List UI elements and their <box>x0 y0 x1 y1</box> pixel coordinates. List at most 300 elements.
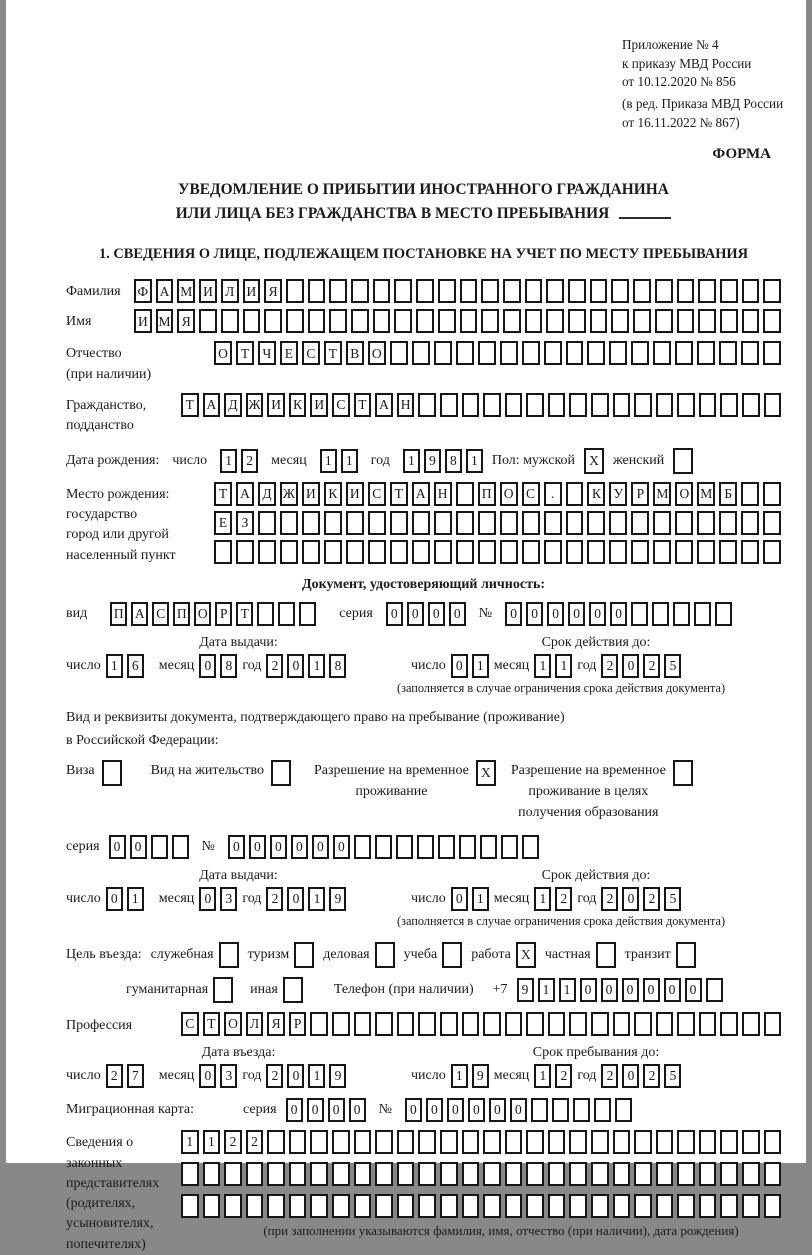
form-cell[interactable] <box>246 1162 264 1186</box>
form-cell[interactable] <box>566 540 584 564</box>
form-cell[interactable]: К <box>324 482 342 506</box>
form-cell[interactable]: 0 <box>312 835 329 859</box>
form-cell[interactable] <box>368 511 386 535</box>
form-cell[interactable] <box>375 942 395 968</box>
form-cell[interactable]: 0 <box>199 654 216 678</box>
form-cell[interactable]: 1 <box>127 887 144 911</box>
form-cell[interactable] <box>673 602 690 626</box>
form-cell[interactable] <box>267 1162 285 1186</box>
form-cell[interactable]: Е <box>214 511 232 535</box>
form-cell[interactable] <box>742 279 760 303</box>
form-cell[interactable] <box>525 279 543 303</box>
form-cell[interactable]: П <box>110 602 127 626</box>
form-cell[interactable] <box>613 1012 631 1036</box>
form-cell[interactable]: 1 <box>308 1064 325 1088</box>
form-cell[interactable] <box>611 309 629 333</box>
form-cell[interactable]: 1 <box>341 449 358 473</box>
form-cell[interactable] <box>396 835 413 859</box>
form-cell[interactable] <box>569 1162 587 1186</box>
form-cell[interactable] <box>236 540 254 564</box>
form-cell[interactable] <box>440 393 458 417</box>
form-cell[interactable] <box>677 309 695 333</box>
form-cell[interactable] <box>459 835 476 859</box>
form-cell[interactable] <box>569 1130 587 1154</box>
form-cell[interactable] <box>613 1162 631 1186</box>
form-cell[interactable] <box>368 540 386 564</box>
form-cell[interactable]: 1 <box>472 654 489 678</box>
form-cell[interactable] <box>462 1130 480 1154</box>
form-cell[interactable] <box>591 1012 609 1036</box>
form-cell[interactable] <box>742 1012 760 1036</box>
form-cell[interactable] <box>417 835 434 859</box>
form-cell[interactable]: 0 <box>328 1098 345 1122</box>
form-cell[interactable]: 0 <box>505 602 522 626</box>
form-cell[interactable]: 1 <box>466 449 483 473</box>
form-cell[interactable] <box>505 1162 523 1186</box>
form-cell[interactable] <box>720 279 738 303</box>
form-cell[interactable] <box>720 393 738 417</box>
form-cell[interactable]: И <box>267 393 285 417</box>
form-cell[interactable] <box>526 1162 544 1186</box>
form-cell[interactable] <box>373 279 391 303</box>
form-cell[interactable]: 0 <box>407 602 424 626</box>
form-cell[interactable]: Т <box>390 482 408 506</box>
form-cell[interactable] <box>308 279 326 303</box>
form-cell[interactable]: 5 <box>664 887 681 911</box>
form-cell[interactable]: В <box>346 341 364 365</box>
form-cell[interactable]: 0 <box>510 1098 527 1122</box>
form-cell[interactable] <box>697 511 715 535</box>
form-cell[interactable] <box>569 1012 587 1036</box>
form-cell[interactable] <box>677 393 695 417</box>
form-cell[interactable] <box>329 279 347 303</box>
form-cell[interactable] <box>631 540 649 564</box>
form-cell[interactable]: Т <box>203 1012 221 1036</box>
form-cell[interactable]: 0 <box>307 1098 324 1122</box>
form-cell[interactable] <box>699 1012 717 1036</box>
form-cell[interactable]: 0 <box>622 654 639 678</box>
form-cell[interactable]: 2 <box>601 654 618 678</box>
form-cell[interactable]: 0 <box>643 978 660 1002</box>
form-cell[interactable] <box>267 1194 285 1218</box>
form-cell[interactable] <box>434 540 452 564</box>
form-cell[interactable] <box>544 511 562 535</box>
form-cell[interactable] <box>764 393 782 417</box>
form-cell[interactable] <box>460 279 478 303</box>
form-cell[interactable] <box>440 1130 458 1154</box>
form-cell[interactable]: А <box>375 393 393 417</box>
form-cell[interactable] <box>280 540 298 564</box>
form-cell[interactable] <box>434 341 452 365</box>
form-cell[interactable] <box>525 309 543 333</box>
form-cell[interactable] <box>656 393 674 417</box>
form-cell[interactable] <box>483 1012 501 1036</box>
form-cell[interactable] <box>375 835 392 859</box>
form-cell[interactable] <box>440 1194 458 1218</box>
form-cell[interactable]: Т <box>181 393 199 417</box>
form-cell[interactable] <box>246 1194 264 1218</box>
form-cell[interactable] <box>719 511 737 535</box>
form-cell[interactable]: П <box>478 482 496 506</box>
form-cell[interactable]: 0 <box>287 654 304 678</box>
form-cell[interactable]: 0 <box>130 835 147 859</box>
form-cell[interactable] <box>394 309 412 333</box>
form-cell[interactable]: 1 <box>534 887 551 911</box>
form-cell[interactable] <box>613 393 631 417</box>
form-cell[interactable] <box>299 602 316 626</box>
form-cell[interactable]: А <box>131 602 148 626</box>
form-cell[interactable]: 8 <box>445 449 462 473</box>
form-cell[interactable] <box>587 540 605 564</box>
form-cell[interactable]: 2 <box>643 1064 660 1088</box>
form-cell[interactable]: О <box>675 482 693 506</box>
form-cell[interactable]: С <box>368 482 386 506</box>
form-cell[interactable] <box>505 1194 523 1218</box>
form-cell[interactable]: 0 <box>287 1064 304 1088</box>
form-cell[interactable] <box>258 511 276 535</box>
form-cell[interactable]: 1 <box>555 654 572 678</box>
form-cell[interactable] <box>699 393 717 417</box>
form-cell[interactable] <box>302 540 320 564</box>
form-cell[interactable] <box>591 393 609 417</box>
form-cell[interactable] <box>673 760 693 786</box>
form-cell[interactable]: А <box>236 482 254 506</box>
form-cell[interactable]: 0 <box>580 978 597 1002</box>
form-cell[interactable] <box>203 1194 221 1218</box>
form-cell[interactable] <box>354 1012 372 1036</box>
form-cell[interactable] <box>172 835 189 859</box>
form-cell[interactable] <box>699 1162 717 1186</box>
form-cell[interactable] <box>390 511 408 535</box>
form-cell[interactable] <box>699 1194 717 1218</box>
form-cell[interactable] <box>548 393 566 417</box>
form-cell[interactable]: 5 <box>664 654 681 678</box>
form-cell[interactable]: 9 <box>517 978 534 1002</box>
form-cell[interactable] <box>283 977 303 1003</box>
form-cell[interactable] <box>697 540 715 564</box>
form-cell[interactable]: 0 <box>109 835 126 859</box>
form-cell[interactable]: 0 <box>468 1098 485 1122</box>
form-cell[interactable]: И <box>310 393 328 417</box>
form-cell[interactable] <box>631 511 649 535</box>
form-cell[interactable] <box>460 309 478 333</box>
form-cell[interactable] <box>656 1194 674 1218</box>
form-cell[interactable]: . <box>544 482 562 506</box>
form-cell[interactable] <box>456 511 474 535</box>
form-cell[interactable] <box>390 540 408 564</box>
form-cell[interactable] <box>267 1130 285 1154</box>
form-cell[interactable] <box>741 540 759 564</box>
form-cell[interactable]: 0 <box>622 887 639 911</box>
form-cell[interactable] <box>416 279 434 303</box>
form-cell[interactable] <box>294 942 314 968</box>
form-cell[interactable] <box>257 602 274 626</box>
form-cell[interactable]: Е <box>280 341 298 365</box>
form-cell[interactable] <box>416 309 434 333</box>
form-cell[interactable]: А <box>156 279 174 303</box>
form-cell[interactable] <box>546 279 564 303</box>
form-cell[interactable] <box>633 279 651 303</box>
form-cell[interactable] <box>308 309 326 333</box>
form-cell[interactable]: 2 <box>106 1064 123 1088</box>
form-cell[interactable] <box>503 279 521 303</box>
form-cell[interactable] <box>568 309 586 333</box>
form-cell[interactable]: У <box>609 482 627 506</box>
form-cell[interactable]: 1 <box>203 1130 221 1154</box>
form-cell[interactable] <box>634 1130 652 1154</box>
form-cell[interactable] <box>698 309 716 333</box>
form-cell[interactable]: 0 <box>106 887 123 911</box>
form-cell[interactable] <box>480 835 497 859</box>
form-cell[interactable] <box>594 1098 611 1122</box>
form-cell[interactable] <box>522 540 540 564</box>
form-cell[interactable] <box>548 1194 566 1218</box>
form-cell[interactable]: С <box>332 393 350 417</box>
form-cell[interactable] <box>613 1194 631 1218</box>
form-cell[interactable]: 0 <box>451 654 468 678</box>
form-cell[interactable] <box>587 511 605 535</box>
form-cell[interactable] <box>677 1130 695 1154</box>
form-cell[interactable]: 1 <box>308 654 325 678</box>
form-cell[interactable] <box>462 393 480 417</box>
form-cell[interactable] <box>102 760 122 786</box>
form-cell[interactable] <box>214 540 232 564</box>
form-cell[interactable] <box>548 1130 566 1154</box>
form-cell[interactable]: О <box>224 1012 242 1036</box>
form-cell[interactable]: Н <box>397 393 415 417</box>
form-cell[interactable] <box>481 279 499 303</box>
form-cell[interactable] <box>591 1130 609 1154</box>
form-cell[interactable]: 2 <box>266 1064 283 1088</box>
form-cell[interactable]: Л <box>221 279 239 303</box>
form-cell[interactable] <box>375 1194 393 1218</box>
form-cell[interactable] <box>456 341 474 365</box>
form-cell[interactable] <box>332 1012 350 1036</box>
form-cell[interactable] <box>656 1130 674 1154</box>
form-cell[interactable] <box>631 341 649 365</box>
form-cell[interactable] <box>478 540 496 564</box>
form-cell[interactable] <box>151 835 168 859</box>
form-cell[interactable]: 2 <box>246 1130 264 1154</box>
form-cell[interactable] <box>566 482 584 506</box>
form-cell[interactable] <box>655 279 673 303</box>
form-cell[interactable] <box>742 309 760 333</box>
form-cell[interactable] <box>505 1012 523 1036</box>
form-cell[interactable] <box>221 309 239 333</box>
form-cell[interactable] <box>418 1012 436 1036</box>
form-cell[interactable]: Т <box>214 482 232 506</box>
form-cell[interactable] <box>653 511 671 535</box>
form-cell[interactable] <box>500 540 518 564</box>
form-cell[interactable]: 2 <box>555 887 572 911</box>
form-cell[interactable]: 1 <box>308 887 325 911</box>
form-cell[interactable] <box>332 1194 350 1218</box>
form-cell[interactable]: 0 <box>428 602 445 626</box>
form-cell[interactable]: Д <box>224 393 242 417</box>
form-cell[interactable] <box>546 309 564 333</box>
form-cell[interactable]: 0 <box>601 978 618 1002</box>
form-cell[interactable] <box>354 1130 372 1154</box>
form-cell[interactable]: К <box>289 393 307 417</box>
form-cell[interactable] <box>634 393 652 417</box>
form-cell[interactable] <box>764 1130 782 1154</box>
form-cell[interactable]: С <box>522 482 540 506</box>
form-cell[interactable]: X <box>584 448 604 474</box>
form-cell[interactable] <box>699 1130 717 1154</box>
form-cell[interactable] <box>258 540 276 564</box>
form-cell[interactable] <box>544 341 562 365</box>
form-cell[interactable]: И <box>243 279 261 303</box>
form-cell[interactable] <box>631 602 648 626</box>
form-cell[interactable]: 1 <box>534 654 551 678</box>
form-cell[interactable]: Т <box>324 341 342 365</box>
form-cell[interactable]: 1 <box>403 449 420 473</box>
form-cell[interactable] <box>677 1162 695 1186</box>
form-cell[interactable]: Т <box>236 602 253 626</box>
form-cell[interactable] <box>462 1012 480 1036</box>
form-cell[interactable] <box>652 602 669 626</box>
form-cell[interactable]: 2 <box>555 1064 572 1088</box>
form-cell[interactable] <box>500 511 518 535</box>
form-cell[interactable] <box>500 341 518 365</box>
form-cell[interactable] <box>440 1162 458 1186</box>
form-cell[interactable]: Д <box>258 482 276 506</box>
form-cell[interactable] <box>412 341 430 365</box>
form-cell[interactable]: Р <box>631 482 649 506</box>
form-cell[interactable] <box>656 1162 674 1186</box>
form-cell[interactable]: 9 <box>472 1064 489 1088</box>
form-cell[interactable] <box>522 511 540 535</box>
form-cell[interactable] <box>526 1194 544 1218</box>
form-cell[interactable] <box>481 309 499 333</box>
form-cell[interactable] <box>611 279 629 303</box>
form-cell[interactable] <box>566 341 584 365</box>
form-cell[interactable]: 1 <box>320 449 337 473</box>
form-cell[interactable] <box>675 540 693 564</box>
form-cell[interactable] <box>346 511 364 535</box>
form-cell[interactable] <box>351 279 369 303</box>
form-cell[interactable] <box>438 279 456 303</box>
form-cell[interactable] <box>609 511 627 535</box>
form-cell[interactable]: Ф <box>134 279 152 303</box>
form-cell[interactable]: 0 <box>451 887 468 911</box>
form-cell[interactable]: 0 <box>447 1098 464 1122</box>
form-cell[interactable]: 0 <box>199 1064 216 1088</box>
form-cell[interactable] <box>478 341 496 365</box>
form-cell[interactable] <box>720 309 738 333</box>
form-cell[interactable] <box>412 540 430 564</box>
form-cell[interactable] <box>181 1162 199 1186</box>
form-cell[interactable] <box>634 1012 652 1036</box>
form-cell[interactable] <box>278 602 295 626</box>
form-cell[interactable] <box>763 309 781 333</box>
form-cell[interactable]: Т <box>354 393 372 417</box>
form-cell[interactable] <box>590 279 608 303</box>
form-cell[interactable]: О <box>194 602 211 626</box>
form-cell[interactable] <box>310 1012 328 1036</box>
form-cell[interactable]: О <box>500 482 518 506</box>
form-cell[interactable]: 2 <box>601 887 618 911</box>
form-cell[interactable] <box>243 309 261 333</box>
form-cell[interactable] <box>764 1194 782 1218</box>
form-cell[interactable] <box>397 1012 415 1036</box>
form-cell[interactable]: С <box>302 341 320 365</box>
form-cell[interactable] <box>375 1162 393 1186</box>
form-cell[interactable] <box>354 835 371 859</box>
form-cell[interactable] <box>569 1194 587 1218</box>
form-cell[interactable]: 2 <box>266 887 283 911</box>
form-cell[interactable] <box>719 341 737 365</box>
form-cell[interactable]: 7 <box>127 1064 144 1088</box>
form-cell[interactable]: 0 <box>622 1064 639 1088</box>
form-cell[interactable] <box>375 1012 393 1036</box>
form-cell[interactable] <box>763 279 781 303</box>
form-cell[interactable]: 1 <box>181 1130 199 1154</box>
form-cell[interactable] <box>634 1194 652 1218</box>
form-cell[interactable]: Ч <box>258 341 276 365</box>
form-cell[interactable]: 0 <box>489 1098 506 1122</box>
form-cell[interactable] <box>763 540 781 564</box>
form-cell[interactable] <box>310 1162 328 1186</box>
form-cell[interactable]: 0 <box>449 602 466 626</box>
form-cell[interactable] <box>271 760 291 786</box>
form-cell[interactable] <box>310 1130 328 1154</box>
form-cell[interactable] <box>741 341 759 365</box>
form-cell[interactable] <box>456 540 474 564</box>
form-cell[interactable]: 0 <box>333 835 350 859</box>
form-cell[interactable] <box>478 511 496 535</box>
form-cell[interactable] <box>573 1098 590 1122</box>
form-cell[interactable] <box>324 540 342 564</box>
form-cell[interactable]: Р <box>289 1012 307 1036</box>
form-cell[interactable]: 1 <box>559 978 576 1002</box>
form-cell[interactable]: Ж <box>280 482 298 506</box>
form-cell[interactable]: 3 <box>220 1064 237 1088</box>
form-cell[interactable] <box>569 393 587 417</box>
form-cell[interactable] <box>764 1162 782 1186</box>
form-cell[interactable] <box>653 540 671 564</box>
form-cell[interactable]: 1 <box>538 978 555 1002</box>
form-cell[interactable] <box>531 1098 548 1122</box>
form-cell[interactable] <box>676 942 696 968</box>
form-cell[interactable] <box>609 341 627 365</box>
form-cell[interactable] <box>587 341 605 365</box>
form-cell[interactable]: М <box>156 309 174 333</box>
form-cell[interactable]: 0 <box>426 1098 443 1122</box>
form-cell[interactable]: М <box>177 279 195 303</box>
form-cell[interactable]: М <box>697 482 715 506</box>
form-cell[interactable] <box>397 1194 415 1218</box>
form-cell[interactable]: 0 <box>249 835 266 859</box>
form-cell[interactable] <box>438 309 456 333</box>
form-cell[interactable] <box>332 1130 350 1154</box>
form-cell[interactable]: 2 <box>601 1064 618 1088</box>
form-cell[interactable] <box>394 279 412 303</box>
form-cell[interactable] <box>591 1194 609 1218</box>
form-cell[interactable] <box>434 511 452 535</box>
form-cell[interactable]: 9 <box>424 449 441 473</box>
form-cell[interactable]: П <box>173 602 190 626</box>
form-cell[interactable]: А <box>412 482 430 506</box>
form-cell[interactable] <box>741 482 759 506</box>
form-cell[interactable] <box>655 309 673 333</box>
form-cell[interactable] <box>351 309 369 333</box>
form-cell[interactable] <box>286 309 304 333</box>
form-cell[interactable] <box>503 309 521 333</box>
form-cell[interactable] <box>763 341 781 365</box>
form-cell[interactable] <box>329 309 347 333</box>
form-cell[interactable] <box>418 1194 436 1218</box>
